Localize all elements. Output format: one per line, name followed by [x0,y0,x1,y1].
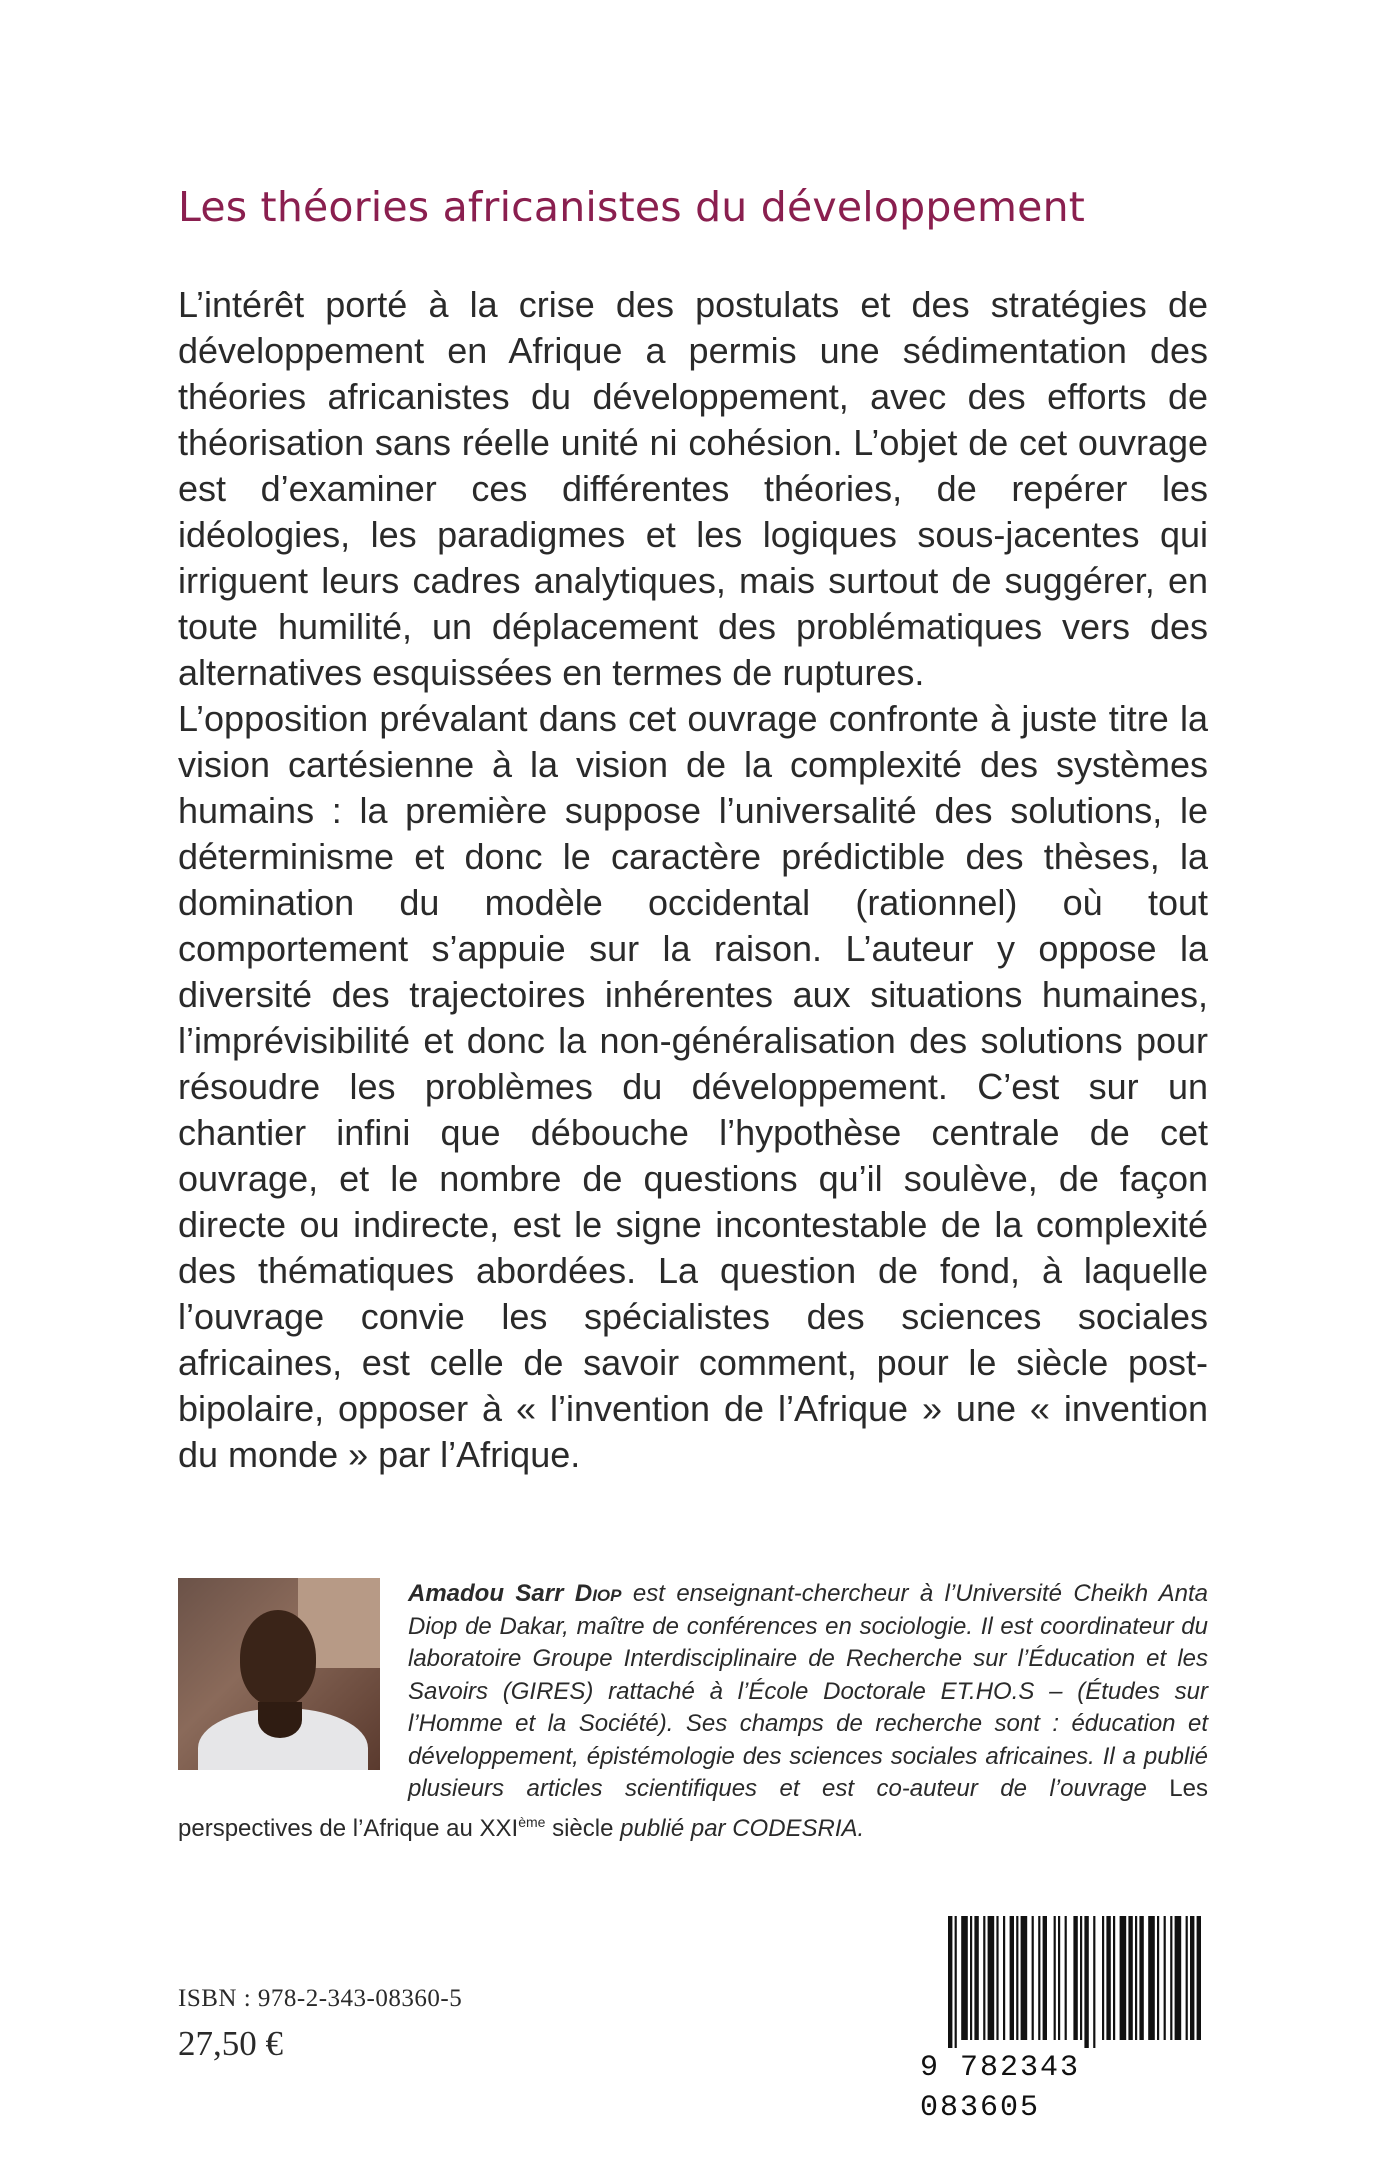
barcode-bar [955,1916,957,2048]
barcode-bar [1113,1916,1115,2040]
barcode-bar [1038,1916,1040,2040]
barcode-bar [988,1916,995,2040]
barcode [920,1912,1210,2125]
barcode-bar [1043,1916,1047,2040]
author-surname: Diop [574,1580,622,1607]
barcode-bar [1197,1916,1201,2040]
barcode-bar [1139,1916,1143,2040]
author-bio-part1: est enseignant-chercheur à l’Université Cheikh Anta Diop de Dakar, maître de conférences en sociologie. Il est coordinateur du laboratoire Groupe Interdisciplinaire de Recherche sur l’Éducation et les Savoirs (GIRES) rattaché à l’École Doctorale ET.HO.S – (Études sur l’Homme et la Société). Ses champs de recherche sont : éducation et développement, épistémologie des sciences sociales africaines. Il a publié plusieurs articles scientifiques et est co-auteur de l’ouvrage [408,1580,1208,1802]
barcode-bar [1093,1916,1095,2048]
barcode-bar [1058,1916,1060,2040]
barcode-bars [920,1912,1210,2052]
barcode-bar [974,1916,978,2040]
barcode-bar [1175,1916,1182,2040]
author-biography [178,1578,1208,1845]
back-cover-blurb [178,282,1208,1478]
barcode-bar [948,1916,952,2048]
barcode-bar [1032,1916,1034,2040]
barcode-digits: 9 782343 083605 [920,2051,1081,2125]
barcode-bar [1016,1916,1018,2040]
barcode-bar [1003,1916,1005,2040]
barcode-bar [1010,1916,1014,2040]
barcode-bar [1128,1916,1132,2040]
blurb-paragraph-1: L’intérêt porté à la crise des postulats et des stratégies de développement en Afrique a permis une sédimentation des théories africanistes du développement, avec des efforts de théorisation sans réelle unité ni cohésion. L’objet de cet ouvrage est d’examiner ces différentes théories, de repérer les idéologies, les paradigmes et les logiques sous-jacentes qui irriguent leurs cadres analytiques, mais surtout de suggérer, en toute humilité, un déplacement des problématiques vers des alternatives esquissées en termes de ruptures. [178,284,1208,693]
barcode-bar [996,1916,998,2040]
barcode-bar [1164,1916,1166,2040]
barcode-bar [1148,1916,1155,2040]
barcode-bar [1084,1916,1088,2048]
barcode-bar [970,1916,972,2040]
barcode-bar [1073,1916,1077,2040]
author-bio-part2: publié par CODESRIA. [613,1814,865,1842]
barcode-bar [1102,1916,1104,2040]
barcode-bar [1135,1916,1137,2040]
barcode-bar [1170,1916,1172,2040]
blurb-paragraph-2: L’opposition prévalant dans cet ouvrage confronte à juste titre la vision cartésienne à la vision de la complexité des systèmes humains : la première suppose l’universalité des solutions, le déterminisme et donc le caractère prédictible des thèses, la domination du modèle occidental (rationnel) où tout comportement s’appuie sur la raison. L’auteur y oppose la diversité des trajectoires inhérentes aux situations humaines, l’imprévisibilité et donc la non-généralisation des solutions pour résoudre les problèmes du développement. C’est sur un chantier infini que débouche l’hypothèse centrale de cet ouvrage, et le nombre de questions qu’il soulève, de façon directe ou indirecte, est le signe incontestable de la complexité des thématiques abordées. La question de fond, à laquelle l’ouvrage convie les spécialistes des sciences sociales africaines, est celle de savoir comment, pour le siècle post-bipolaire, opposer à « l’invention de l’Afrique » une « invention du monde » par l’Afrique. [178,698,1208,1475]
barcode-bar [961,1916,968,2040]
author-name [408,1580,621,1607]
price: 27,50 € [178,2024,283,2063]
author-photo [178,1578,380,1770]
author-book-title-main: Les perspectives de l’Afrique au XXI [178,1775,1208,1842]
author-book-title-end: siècle [545,1814,614,1842]
barcode-bar [1186,1916,1188,2040]
barcode-bar [983,1916,985,2040]
barcode-bar [1120,1916,1127,2040]
barcode-bar [1021,1916,1028,2040]
barcode-bar [1080,1916,1082,2040]
barcode-bar [1106,1916,1110,2040]
barcode-bar [1190,1916,1194,2040]
barcode-bar [1054,1916,1056,2040]
book-title: Les théories africanistes du développement [178,183,1086,231]
barcode-bar [1157,1916,1159,2040]
author-book-title-superscript: ème [518,1813,546,1830]
author-first-names: Amadou Sarr [408,1580,575,1607]
barcode-bar [1065,1916,1067,2040]
isbn: ISBN : 978-2-343-08360-5 [178,1985,463,2012]
